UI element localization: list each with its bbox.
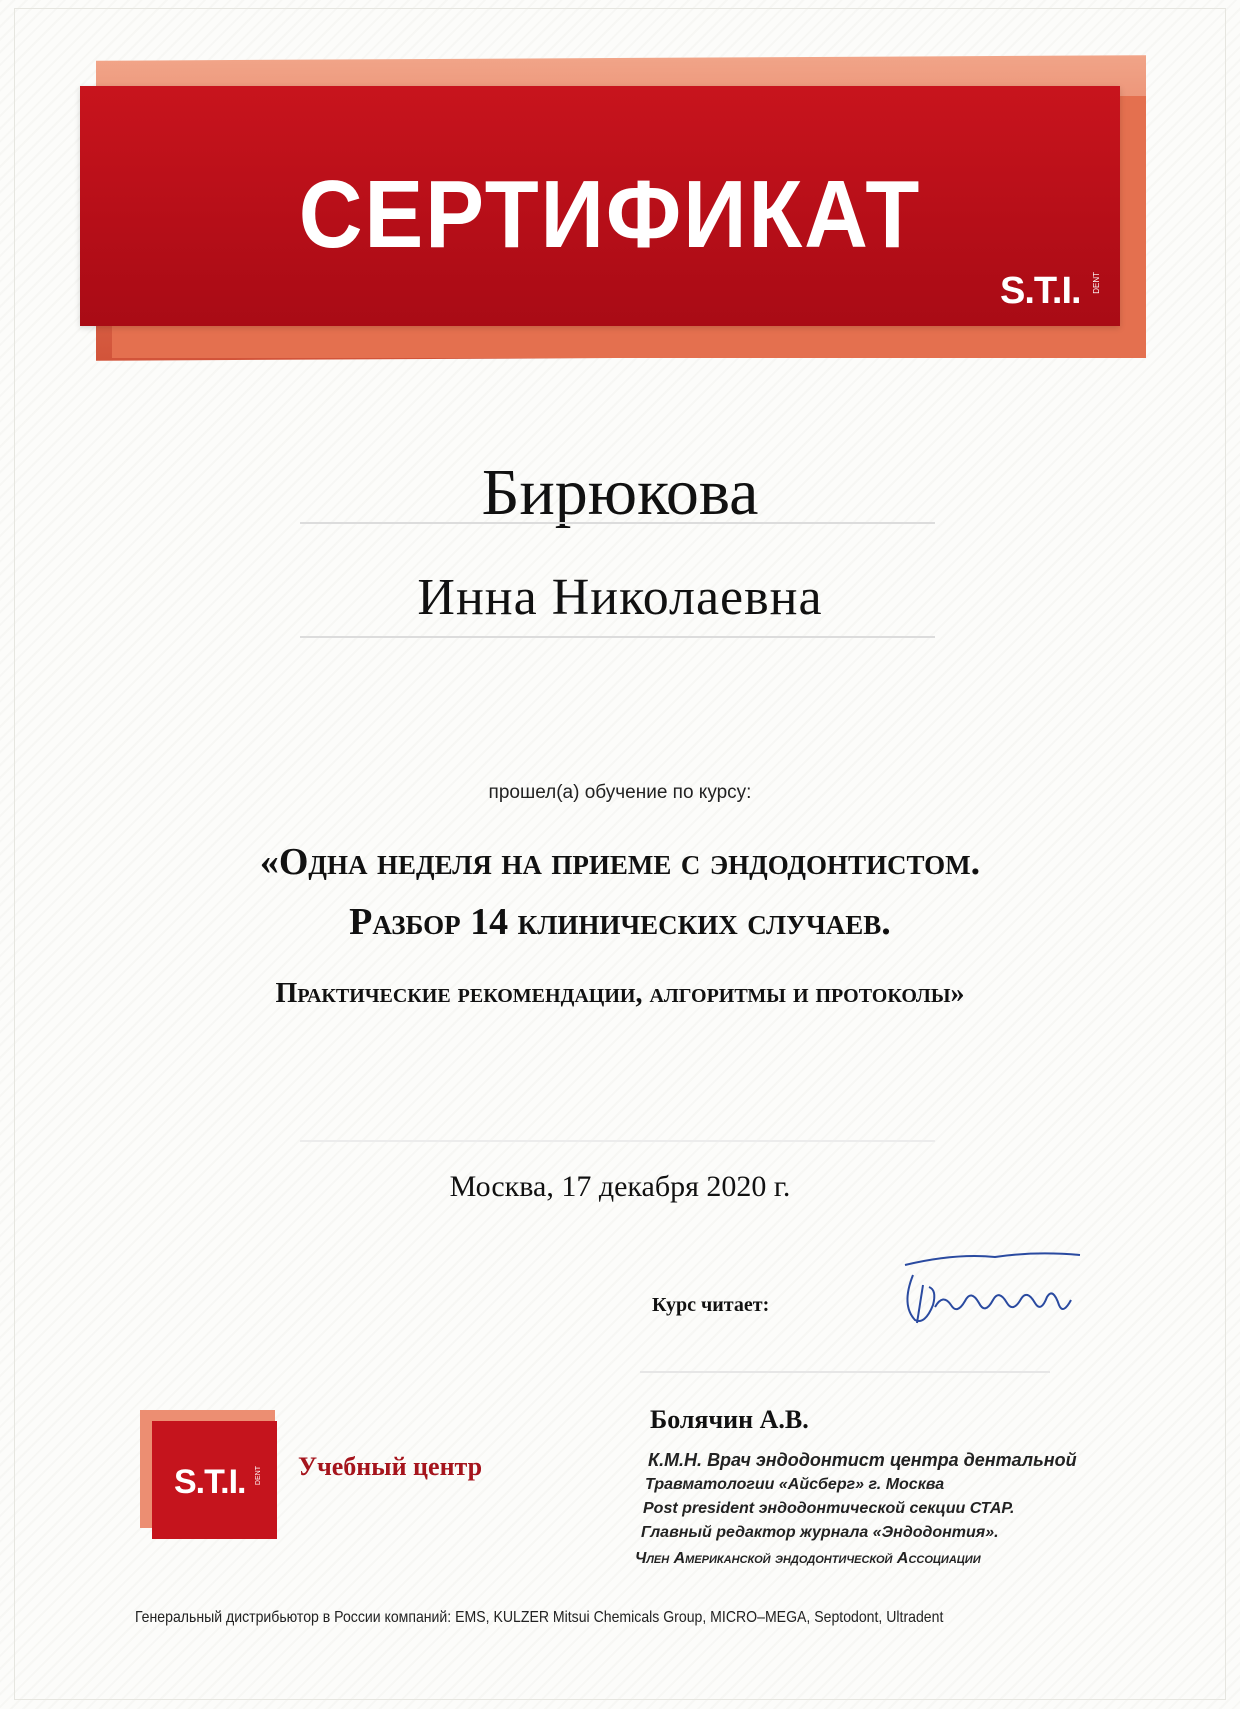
lecturer-signature (895, 1245, 1085, 1340)
recipient-given-names: Инна Николаевна (417, 569, 823, 626)
given-names-underline (300, 636, 935, 638)
course-intro: прошел(а) обучение по курсу: (488, 782, 752, 803)
lecturer-label: Курс читает: (652, 1294, 770, 1316)
signature-line (640, 1371, 1050, 1373)
course-divider (300, 1140, 935, 1142)
surname-underline (300, 522, 935, 524)
course-subtitle: Практические рекомендации, алгоритмы и протоколы» (275, 978, 965, 1009)
place-and-date: Москва, 17 декабря 2020 г. (449, 1170, 791, 1203)
lecturer-detail-4: Главный редактор журнала «Эндодонтия». (641, 1524, 999, 1541)
lecturer-detail-1: К.М.Н. Врач эндодонтист центра дентальной (648, 1450, 1077, 1470)
course-title-line-1: «Одна неделя на приеме с эндодонтистом. (259, 841, 981, 883)
course-title-line-2: Разбор 14 клинических случаев. (349, 901, 891, 943)
sti-logo-dent: DENT (1092, 272, 1101, 294)
lecturer-detail-3: Post president эндодонтической секции СТАР. (643, 1500, 1015, 1517)
certificate-title: СЕРТИФИКАТ (298, 161, 922, 268)
sti-logo-header (1000, 270, 1101, 313)
sti-logo-text: S.T.I. (1000, 270, 1081, 312)
recipient-surname: Бирюкова (481, 456, 759, 529)
lecturer-detail-2: Травматологии «Айсберг» г. Москва (645, 1476, 945, 1493)
distributor-footer: Генеральный дистрибьютор в России компаний: EMS, KULZER Mitsui Chemicals Group, MICRO–MEGA, Septodont, Ultradent (135, 1609, 944, 1626)
training-logo-dent: DENT (255, 1466, 262, 1486)
training-logo-text: S.T.I. (174, 1463, 246, 1501)
lecturer-detail-5: Член Американской эндодонтической Ассоциации (635, 1550, 981, 1567)
lecturer-name: Болячин А.В. (650, 1405, 809, 1434)
training-center-name: Учебный центр (298, 1452, 483, 1481)
